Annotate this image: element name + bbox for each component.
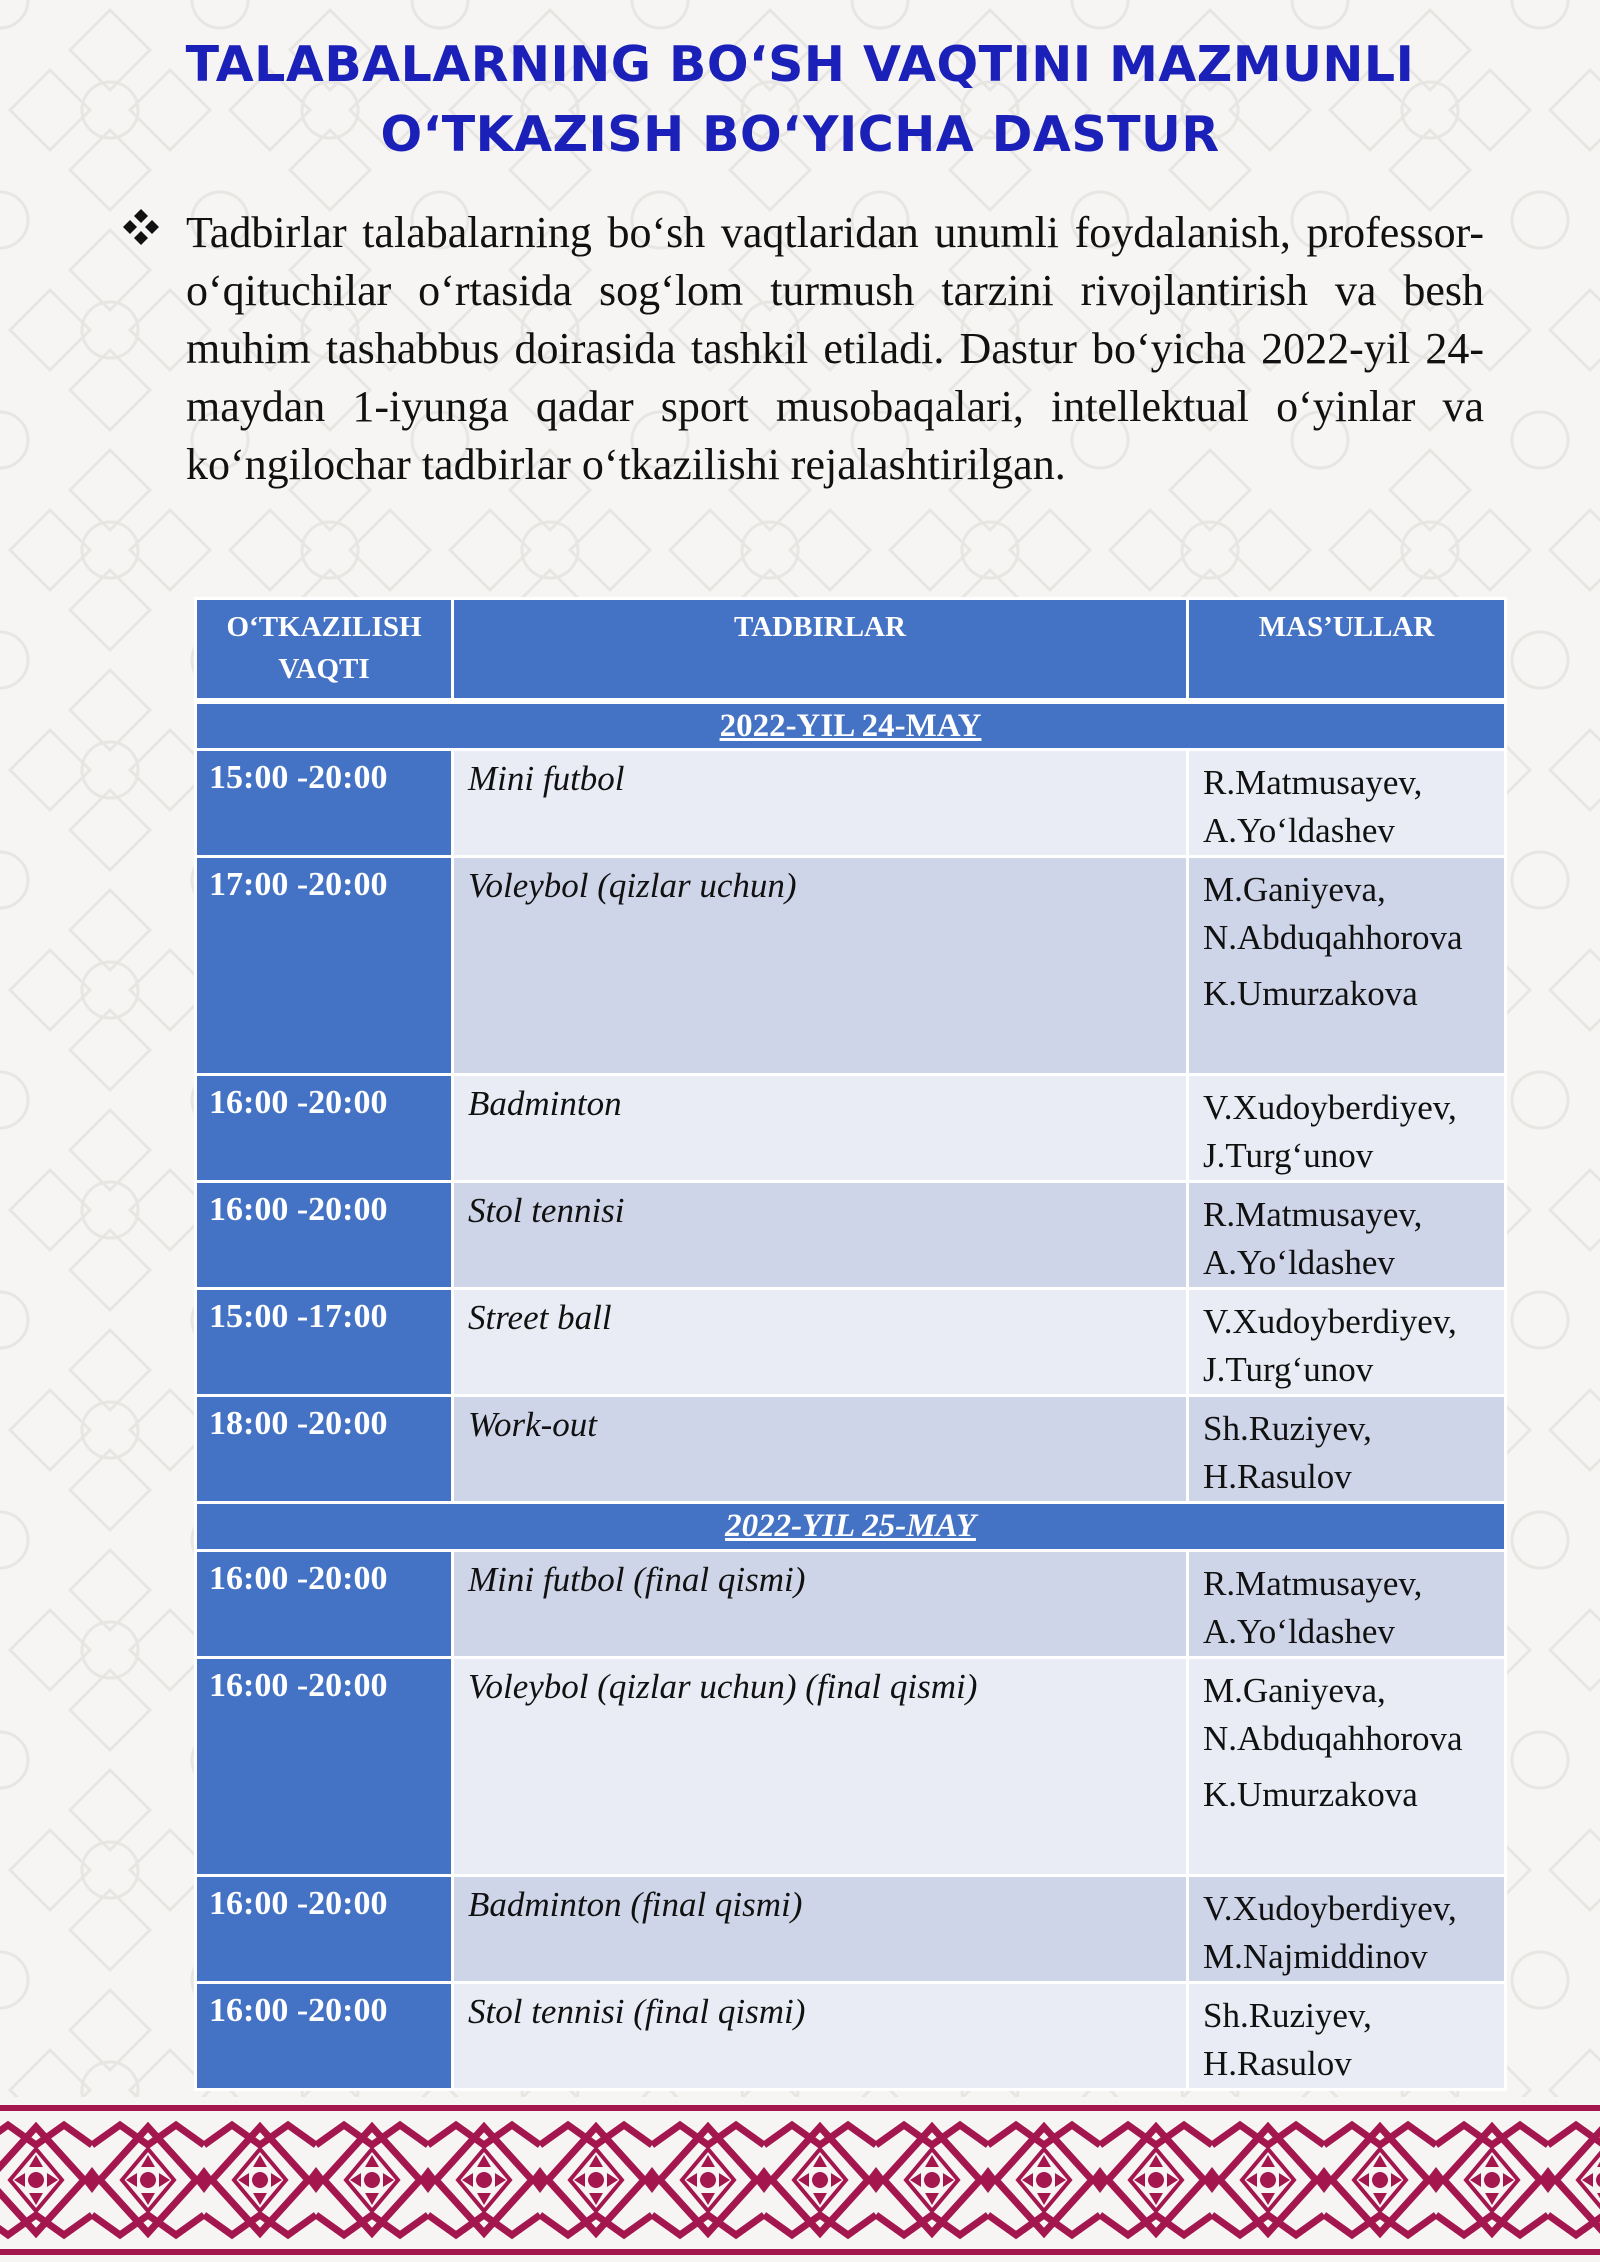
responsible-name: V.Xudoyberdiyev, xyxy=(1203,1301,1457,1341)
responsible-name: K.Umurzakova xyxy=(1203,1774,1418,1814)
responsible-cell xyxy=(1188,1288,1506,1395)
event-cell: Work-out xyxy=(453,1395,1188,1502)
header-events: TADBIRLAR xyxy=(453,599,1188,701)
responsible-name: R.Matmusayev, xyxy=(1203,1563,1423,1603)
date-row-1 xyxy=(196,701,1506,750)
header-time: O‘TKAZILISH VAQTI xyxy=(196,599,453,701)
table-row xyxy=(196,1074,1506,1181)
event-cell: Mini futbol xyxy=(453,749,1188,856)
responsible-name: Sh.Ruziyev, xyxy=(1203,1408,1372,1448)
event-cell: Mini futbol (final qismi) xyxy=(453,1550,1188,1657)
table-row xyxy=(196,856,1506,1074)
responsible-name: A.Yo‘ldashev xyxy=(1203,1611,1395,1651)
table-row xyxy=(196,1550,1506,1657)
responsible-name: M.Ganiyeva, xyxy=(1203,869,1386,909)
responsible-cell xyxy=(1188,1074,1506,1181)
responsible-cell xyxy=(1188,1657,1506,1875)
table-row xyxy=(196,749,1506,856)
responsible-name: N.Abduqahhorova xyxy=(1203,1718,1463,1758)
time-cell: 15:00 -17:00 xyxy=(196,1288,453,1395)
time-cell: 16:00 -20:00 xyxy=(196,1550,453,1657)
responsible-name: A.Yo‘ldashev xyxy=(1203,1242,1395,1282)
responsible-name: K.Umurzakova xyxy=(1203,973,1418,1013)
responsible-name: J.Turg‘unov xyxy=(1203,1135,1374,1175)
title-line-1: TALABALARNING BO‘SH VAQTINI MAZMUNLI xyxy=(185,36,1415,93)
responsible-name: N.Abduqahhorova xyxy=(1203,917,1463,957)
header-responsible: MAS’ULLAR xyxy=(1188,599,1506,701)
table-row xyxy=(196,1657,1506,1875)
responsible-cell xyxy=(1188,1982,1506,2089)
title-line-2: O‘TKAZISH BO‘YICHA DASTUR xyxy=(380,106,1220,163)
table-row xyxy=(196,1395,1506,1502)
responsible-name: H.Rasulov xyxy=(1203,1456,1352,1496)
time-cell: 16:00 -20:00 xyxy=(196,1074,453,1181)
responsible-name: M.Ganiyeva, xyxy=(1203,1670,1386,1710)
responsible-name: V.Xudoyberdiyev, xyxy=(1203,1087,1457,1127)
date-label-2: 2022-YIL 25-MAY xyxy=(196,1502,1506,1550)
responsible-name: J.Turg‘unov xyxy=(1203,1349,1374,1389)
date-row-2 xyxy=(196,1502,1506,1550)
time-cell: 16:00 -20:00 xyxy=(196,1657,453,1875)
time-cell: 18:00 -20:00 xyxy=(196,1395,453,1502)
table-row xyxy=(196,1982,1506,2089)
time-cell: 16:00 -20:00 xyxy=(196,1181,453,1288)
responsible-name: R.Matmusayev, xyxy=(1203,762,1423,802)
table-row xyxy=(196,1875,1506,1982)
four-diamond-bullet-icon xyxy=(121,207,161,247)
time-cell: 15:00 -20:00 xyxy=(196,749,453,856)
event-cell: Voleybol (qizlar uchun) xyxy=(453,856,1188,1074)
time-cell: 16:00 -20:00 xyxy=(196,1982,453,2089)
table-row xyxy=(196,1288,1506,1395)
table-header-row xyxy=(196,599,1506,701)
event-cell: Stol tennisi xyxy=(453,1181,1188,1288)
schedule-table xyxy=(194,597,1507,2091)
responsible-cell xyxy=(1188,856,1506,1074)
intro-paragraph: Tadbirlar talabalarning bo‘sh vaqtlaridan unumli foydalanish, professor-o‘qituchilar o‘rtasida sog‘lom turmush tarzini rivojlantirish va besh muhim tashabbus doirasida tashkil etiladi. Dastur bo‘yicha 2022-yil 24-maydan 1-iyunga qadar sport musobaqalari, intellektual o‘yinlar va ko‘ngilochar tadbirlar o‘tkazilishi rejalashtirilgan. xyxy=(186,208,1484,489)
event-cell: Badminton (final qismi) xyxy=(453,1875,1188,1982)
page-title xyxy=(0,30,1600,170)
responsible-cell xyxy=(1188,1181,1506,1288)
time-cell: 16:00 -20:00 xyxy=(196,1875,453,1982)
responsible-name: A.Yo‘ldashev xyxy=(1203,810,1395,850)
responsible-name: Sh.Ruziyev, xyxy=(1203,1995,1372,2035)
responsible-cell xyxy=(1188,1395,1506,1502)
responsible-name: H.Rasulov xyxy=(1203,2043,1352,2083)
event-cell: Stol tennisi (final qismi) xyxy=(453,1982,1188,2089)
decorative-ornament-border xyxy=(0,2097,1600,2262)
event-cell: Street ball xyxy=(453,1288,1188,1395)
responsible-name: R.Matmusayev, xyxy=(1203,1194,1423,1234)
responsible-cell xyxy=(1188,749,1506,856)
responsible-cell xyxy=(1188,1875,1506,1982)
date-label-1: 2022-YIL 24-MAY xyxy=(196,701,1506,750)
time-cell: 17:00 -20:00 xyxy=(196,856,453,1074)
event-cell: Voleybol (qizlar uchun) (final qismi) xyxy=(453,1657,1188,1875)
responsible-name: M.Najmiddinov xyxy=(1203,1936,1428,1976)
responsible-cell xyxy=(1188,1550,1506,1657)
responsible-name: V.Xudoyberdiyev, xyxy=(1203,1888,1457,1928)
event-cell: Badminton xyxy=(453,1074,1188,1181)
table-row xyxy=(196,1181,1506,1288)
